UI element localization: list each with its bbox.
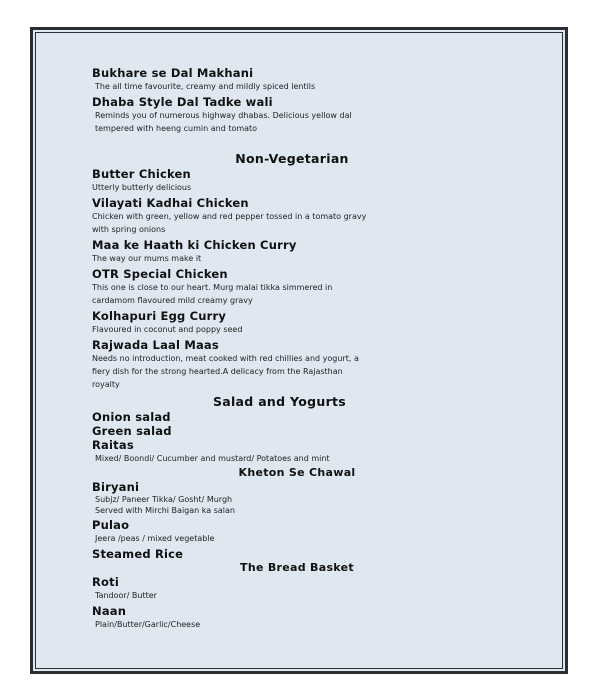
item-description: Tandoor/ Butter [95,591,157,600]
menu-item [92,196,532,236]
item-name: Kolhapuri Egg Curry [92,309,227,323]
item-description: Plain/Butter/Garlic/Cheese [95,620,201,629]
item-description: Chicken with green, yellow and red pepper tossed in a tomato gravy [92,212,367,221]
item-description: tempered with heeng cumin and tomato [95,124,258,133]
item-description: cardamom flavoured mild creamy gravy [92,296,253,305]
item-name: Rajwada Laal Maas [92,338,219,352]
section-title-non-vegetarian: Non-Vegetarian [235,151,349,166]
item-description: Flavoured in coconut and poppy seed [92,325,243,334]
item-name: Naan [92,604,127,618]
item-description: Reminds you of numerous highway dhabas. Delicious yellow dal [95,111,352,120]
menu-item [92,575,532,602]
item-description: This one is close to our heart. Murg malai tikka simmered in [92,283,333,292]
item-name: Maa ke Haath ki Chicken Curry [92,238,297,252]
item-description: Subjz/ Paneer Tikka/ Gosht/ Murgh [95,495,233,504]
item-description: Served with Mirchi Baigan ka salan [95,506,235,515]
item-name: Pulao [92,518,130,532]
item-name: Raitas [92,438,134,452]
menu-item [92,309,532,336]
item-description: Mixed/ Boondi/ Cucumber and mustard/ Potatoes and mint [95,454,330,463]
menu-item [92,604,532,631]
menu-item [92,95,532,135]
item-description: Needs no introduction, meat cooked with red chillies and yogurt, a [92,354,359,363]
item-name: Green salad [92,424,172,438]
item-name: Steamed Rice [92,547,184,561]
item-name: Roti [92,575,119,589]
item-name: Butter Chicken [92,167,191,181]
menu-item [92,518,532,545]
item-description: The all time favourite, creamy and mildly spiced lentils [95,82,316,91]
menu-item [92,480,532,516]
section-title-kheton-se-chawal: Kheton Se Chawal [238,466,356,479]
item-name: Biryani [92,480,140,494]
menu-item [92,338,532,391]
item-name: Vilayati Kadhai Chicken [92,196,249,210]
item-description: with spring onions [92,225,166,234]
section-title-bread-basket: The Bread Basket [240,561,354,574]
menu-item [92,267,532,307]
menu-item [92,66,532,93]
item-description: fiery dish for the strong hearted.A delicacy from the Rajasthan [92,367,343,376]
item-name: Onion salad [92,410,171,424]
item-description: royalty [92,380,120,389]
item-description: Jeera /peas / mixed vegetable [95,534,215,543]
item-name: OTR Special Chicken [92,267,228,281]
item-name: Dhaba Style Dal Tadke wali [92,95,273,109]
menu-item [92,238,532,265]
menu-item [92,167,532,194]
item-name: Bukhare se Dal Makhani [92,66,254,80]
item-description: Utterly butterly delicious [92,183,192,192]
menu-content [92,66,532,631]
section-title-salad-and-yogurts: Salad and Yogurts [212,394,347,409]
item-description: The way our mums make it [92,254,202,263]
menu-item [92,438,532,465]
